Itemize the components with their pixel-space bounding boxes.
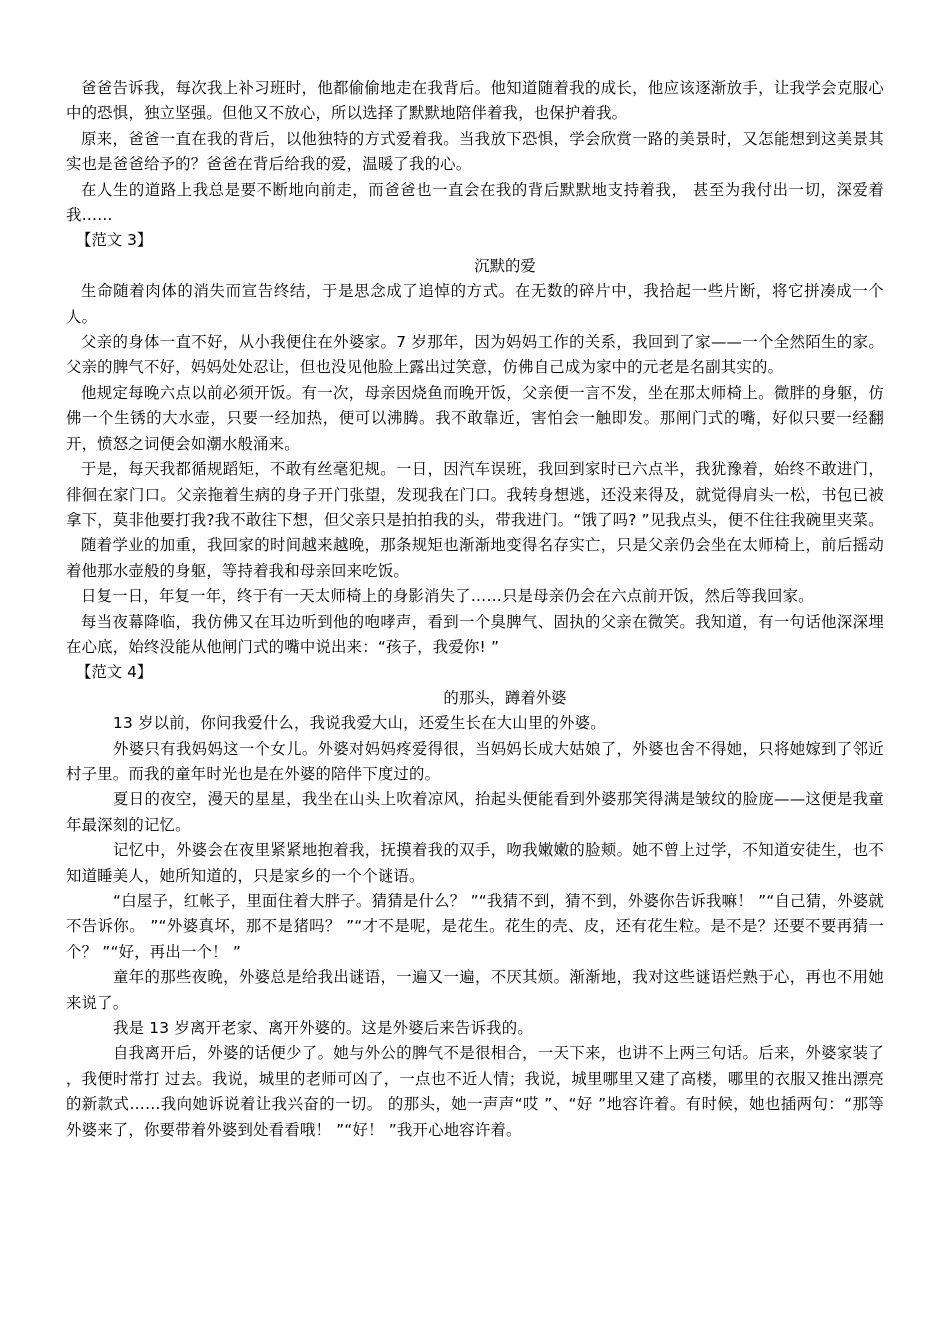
paragraph: 父亲的身体一直不好，从小我便住在外婆家。7 岁那年，因为妈妈工作的关系，我回到了家——一个全然陌生的家。父亲的脾气不好，妈妈处处忍让，但也没见他脸上露出过笑意，仿佛自己成为家中的元老是名副其实的。: [66, 333, 884, 377]
paragraph: 原来，爸爸一直在我的背后，以他独特的方式爱着我。当我放下恐惧，学会欣赏一路的美景时，又怎能想到这美景其实也是爸爸给予的？爸爸在背后给我的爱，温暖了我的心。: [66, 129, 884, 174]
paragraph: 在人生的道路上我总是要不断地向前走，而爸爸也一直会在我的背后默默地支持着我， 甚至为我付出一切，深爱着我……: [66, 180, 884, 225]
paragraph: 外婆只有我妈妈这一个女儿。外婆对妈妈疼爱得很，当妈妈长成大姑娘了，外婆也舍不得她，只将她嫁到了邻近村子里。而我的童年时光也是在外婆的陪伴下度过的。: [66, 739, 884, 783]
essay-4-title: 的那头，蹲着外婆: [443, 688, 567, 707]
paragraph: 他规定每晚六点以前必须开饭。有一次，母亲因烧鱼而晚开饭，父亲便一言不发，坐在那太师椅上。微胖的身躯，仿佛一个生锈的大水壶，只要一经加热，便可以沸腾。我不敢靠近，害怕会一触即发。那闸门式的嘴，好似只要一经翻开，愤怒之词便会如潮水般涌来。: [66, 383, 884, 453]
essay-3-label: 【范文 3】: [76, 231, 153, 250]
paragraph: 日复一日，年复一年，终于有一天太师椅上的身影消失了……只是母亲仍会在六点前开饭，然后等我回家。: [81, 587, 814, 606]
paragraph: 爸爸告诉我，每次我上补习班时，他都偷偷地走在我背后。他知道随着我的成长，他应该逐渐放手，让我学会克服心中的恐惧，独立坚强。但他又不放心，所以选择了默默地陪伴着我，也保护着我。: [66, 79, 884, 123]
paragraph: 13 岁以前，你问我爱什么，我说我爱大山，还爱生长在大山里的外婆。: [113, 714, 606, 733]
paragraph: 每当夜幕降临，我仿佛又在耳边听到他的咆哮声，看到一个臭脾气、固执的父亲在微笑。我知道，有一句话他深深埋在心底，始终没能从他闸门式的嘴中说出来：“孩子，我爱你! ”: [66, 612, 884, 656]
paragraph: 随着学业的加重，我回家的时间越来越晚，那条规矩也渐渐地变得名存实亡，只是父亲仍会坐在太师椅上，前后摇动着他那水壶般的身躯，等持着我和母亲回来吃饭。: [66, 536, 884, 580]
paragraph: 童年的那些夜晚，外婆总是给我出谜语，一遍又一遍，不厌其烦。渐渐地，我对这些谜语烂熟于心，再也不用她来说了。: [66, 968, 884, 1012]
paragraph: 生命随着肉体的消失而宣告终结，于是思念成了追悼的方式。在无数的碎片中，我拾起一些片断，将它拼凑成一个人。: [66, 282, 884, 326]
essay-4-label: 【范文 4】: [76, 663, 153, 682]
paragraph: “白屋子，红帐子，里面住着大胖子。猜猜是什么？ ”“我猜不到，猜不到，外婆你告诉我嘛！ ”“自己猜，外婆就不告诉你。 ”“外婆真坏，那不是猪吗？ ”“才不是呢，是花生。花生的壳、皮，还有花生粒。是不是？还要不要再猜一个？ ”“好，再出一个！ ”: [66, 892, 884, 961]
paragraph: 夏日的夜空，漫天的星星，我坐在山头上吹着凉风，抬起头便能看到外婆那笑得满是皱纹的脸庞——这便是我童年最深刻的记忆。: [66, 790, 884, 834]
paragraph: 记忆中，外婆会在夜里紧紧地抱着我，抚摸着我的双手，吻我嫩嫩的脸颊。她不曾上过学，不知道安徒生，也不知道睡美人，她所知道的，只是家乡的一个个谜语。: [66, 841, 884, 885]
essay-3-title: 沉默的爱: [474, 256, 536, 275]
paragraph: 我是 13 岁离开老家、离开外婆的。这是外婆后来告诉我的。: [113, 1019, 533, 1038]
paragraph: 自我离开后，外婆的话便少了。她与外公的脾气不是很相合，一天下来，也讲不上两三句话。后来，外婆家装了 ，我便时常打 过去。我说，城里的老师可凶了，一点也不近人情；我说，城里哪里又建了高楼，哪里的衣服又推出漂亮的新款式……我向她诉说着让我兴奋的一切。 的那头，她一声声“哎 ”、“好 ”地容许着。有时候，她也插两句：“那等外婆来了，你要带着外婆到处看看哦！ ”“好！ ”我开心地容许着。: [66, 1044, 884, 1139]
paragraph: 于是，每天我都循规蹈矩，不敢有丝毫犯规。一日，因汽车误班，我回到家时已六点半，我犹豫着，始终不敢进门，徘徊在家门口。父亲拖着生病的身子开门张望，发现我在门口。我转身想逃，还没来得及，就觉得肩头一松，书包已被拿下，莫非他要打我?我不敢往下想，但父亲只是拍拍我的头，带我进门。“饿了吗? ”见我点头，便不住往我碗里夹菜。: [66, 460, 884, 529]
